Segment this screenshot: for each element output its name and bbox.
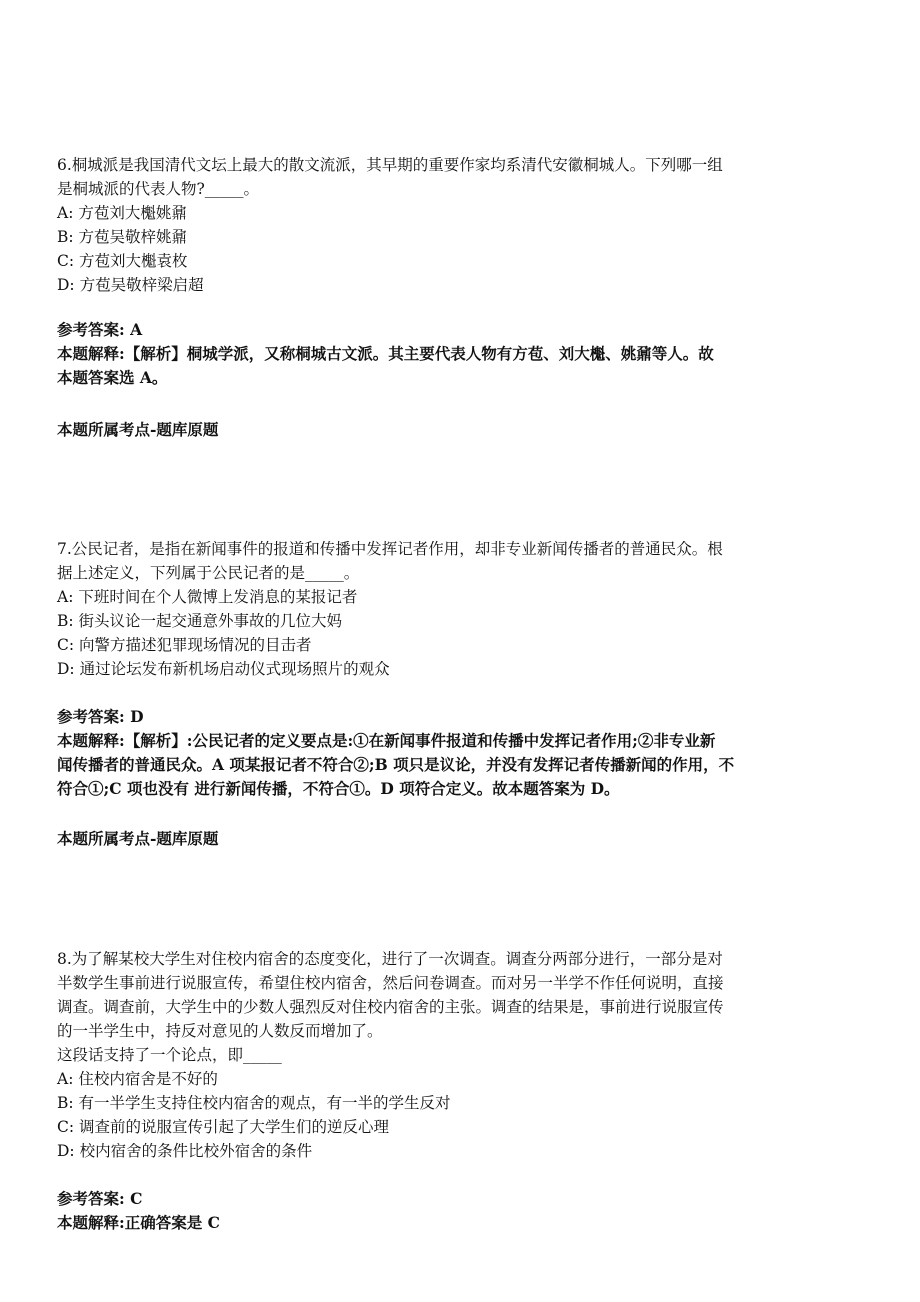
answer-section-6 bbox=[57, 318, 857, 390]
option-a: A: 方苞刘大櫆姚鼐 bbox=[57, 204, 187, 222]
answer-section-8 bbox=[57, 1187, 857, 1235]
topic-tag-7 bbox=[57, 827, 857, 851]
option-c: C: 向警方描述犯罪现场情况的目击者 bbox=[57, 636, 312, 654]
option-a: A: 下班时间在个人微博上发消息的某报记者 bbox=[57, 588, 358, 606]
question-stem-line: 半数学生事前进行说服宣传，希望住校内宿舍，然后问卷调查。而对另一半学不作任何说明，直接 bbox=[57, 974, 724, 992]
question-7 bbox=[57, 537, 857, 681]
question-stem-line: 调查。调查前，大学生中的少数人强烈反对住校内宿舍的主张。调查的结果是，事前进行说服宣传 bbox=[57, 998, 724, 1016]
topic-tag: 本题所属考点-题库原题 bbox=[57, 420, 219, 439]
question-stem-line: 这段话支持了一个论点，即_____ bbox=[57, 1046, 282, 1064]
option-c: C: 调查前的说服宣传引起了大学生们的逆反心理 bbox=[57, 1118, 390, 1136]
question-stem-line: 7.公民记者，是指在新闻事件的报道和传播中发挥记者作用，却非专业新闻传播者的普通民众。根 bbox=[57, 540, 723, 558]
explanation-line: 闻传播者的普通民众。A 项某报记者不符合②;B 项只是议论，并没有发挥记者传播新闻的作用，不 bbox=[57, 755, 735, 774]
option-d: D: 方苞吴敬梓梁启超 bbox=[57, 276, 204, 294]
option-a: A: 住校内宿舍是不好的 bbox=[57, 1070, 218, 1088]
reference-answer: 参考答案: C bbox=[57, 1189, 143, 1208]
topic-tag: 本题所属考点-题库原题 bbox=[57, 829, 219, 848]
reference-answer: 参考答案: A bbox=[57, 320, 143, 339]
explanation-line: 符合①;C 项也没有 进行新闻传播，不符合①。D 项符合定义。故本题答案为 D。 bbox=[57, 779, 620, 798]
answer-section-7 bbox=[57, 705, 857, 801]
option-d: D: 校内宿舍的条件比校外宿舍的条件 bbox=[57, 1142, 313, 1160]
question-stem-line: 据上述定义，下列属于公民记者的是_____。 bbox=[57, 564, 360, 582]
explanation-line: 本题解释:正确答案是 C bbox=[57, 1213, 220, 1232]
question-6 bbox=[57, 153, 857, 297]
question-stem-line: 是桐城派的代表人物?_____。 bbox=[57, 180, 260, 198]
question-stem-line: 8.为了解某校大学生对住校内宿舍的态度变化，进行了一次调查。调查分两部分进行，一部分是对 bbox=[57, 950, 723, 968]
reference-answer: 参考答案: D bbox=[57, 707, 144, 726]
option-b: B: 方苞吴敬梓姚鼐 bbox=[57, 228, 188, 246]
question-stem-line: 的一半学生中，持反对意见的人数反而增加了。 bbox=[57, 1022, 383, 1040]
explanation-line: 本题解释:【解析】:公民记者的定义要点是:①在新闻事件报道和传播中发挥记者作用;②非专业新 bbox=[57, 731, 716, 750]
option-d: D: 通过论坛发布新机场启动仪式现场照片的观众 bbox=[57, 660, 390, 678]
option-b: B: 街头议论一起交通意外事故的几位大妈 bbox=[57, 612, 343, 630]
explanation-line: 本题解释:【解析】桐城学派，又称桐城古文派。其主要代表人物有方苞、刘大櫆、姚鼐等人。故 bbox=[57, 344, 714, 363]
explanation-line: 本题答案选 A。 bbox=[57, 368, 168, 387]
topic-tag-6 bbox=[57, 418, 857, 442]
option-c: C: 方苞刘大櫆袁枚 bbox=[57, 252, 188, 270]
option-b: B: 有一半学生支持住校内宿舍的观点，有一半的学生反对 bbox=[57, 1094, 451, 1112]
question-stem-line: 6.桐城派是我国清代文坛上最大的散文流派，其早期的重要作家均系清代安徽桐城人。下列哪一组 bbox=[57, 156, 723, 174]
question-8 bbox=[57, 947, 857, 1163]
